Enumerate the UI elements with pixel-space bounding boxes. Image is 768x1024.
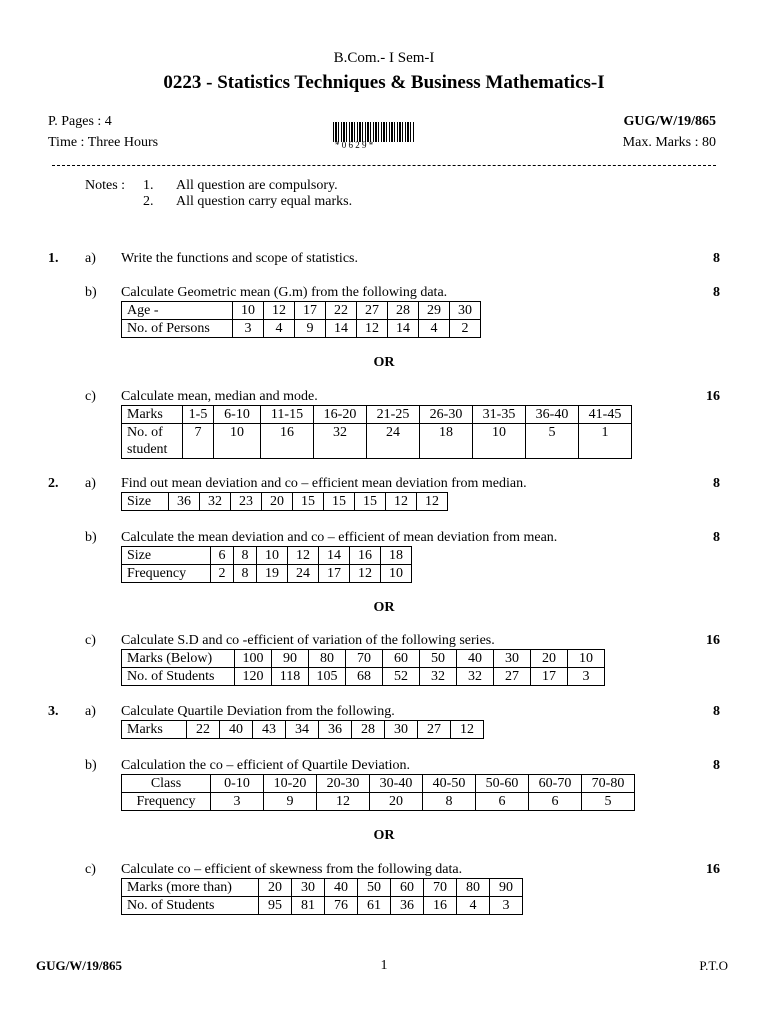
table-cell: 16	[350, 547, 381, 565]
table-cell: 32	[457, 668, 494, 686]
table-cell: Class	[122, 775, 211, 793]
barcode-number: * 0 6 2 9 *	[335, 140, 374, 150]
table-cell: 118	[272, 668, 309, 686]
table-cell: 2	[450, 320, 481, 338]
table-cell: 16	[424, 897, 457, 915]
table-cell: 30	[292, 879, 325, 897]
question-marks: 8	[713, 285, 720, 300]
table-cell: 4	[264, 320, 295, 338]
table-cell: 61	[358, 897, 391, 915]
table-cell: 27	[494, 668, 531, 686]
table-cell: 11-15	[261, 406, 314, 424]
header-divider	[52, 165, 716, 166]
table-cell: 40	[457, 650, 494, 668]
table-cell: 14	[319, 547, 350, 565]
table-cell: 12	[451, 721, 484, 739]
table-cell: 10	[568, 650, 605, 668]
marks-students-table	[121, 405, 632, 459]
or-separator: OR	[373, 828, 395, 843]
table-cell: Frequency	[122, 565, 211, 583]
table-cell: 50-60	[476, 775, 529, 793]
table-cell: 1	[579, 424, 632, 459]
question-text: Calculate S.D and co -efficient of variation of the following series.	[121, 633, 495, 648]
table-cell: 28	[388, 302, 419, 320]
table-cell: 3	[233, 320, 264, 338]
table-cell: 9	[295, 320, 326, 338]
table-cell: 17	[319, 565, 350, 583]
table-cell: 6	[529, 793, 582, 811]
table-cell: 12	[357, 320, 388, 338]
table-cell: 14	[388, 320, 419, 338]
question-number: 2.	[48, 476, 59, 491]
table-cell: 22	[187, 721, 220, 739]
barcode-image	[333, 122, 415, 142]
note-text: All question carry equal marks.	[176, 194, 353, 209]
table-cell: 60-70	[529, 775, 582, 793]
table-cell: 43	[253, 721, 286, 739]
pto-label: P.T.O	[699, 958, 728, 973]
table-cell: 20	[262, 493, 293, 511]
table-cell: 36	[391, 897, 424, 915]
table-cell: 24	[288, 565, 319, 583]
question-marks: 16	[706, 389, 720, 404]
table-cell: 16-20	[314, 406, 367, 424]
table-cell: 8	[234, 565, 257, 583]
table-cell: 95	[259, 897, 292, 915]
table-cell: 21-25	[367, 406, 420, 424]
question-text: Calculate Quartile Deviation from the following.	[121, 704, 395, 719]
table-cell: 1-5	[183, 406, 214, 424]
table-cell: 60	[391, 879, 424, 897]
table-cell: Marks	[122, 721, 187, 739]
table-cell: 8	[423, 793, 476, 811]
table-cell: 31-35	[473, 406, 526, 424]
table-cell: 15	[324, 493, 355, 511]
quartile-marks-table	[121, 720, 484, 739]
table-cell: 50	[358, 879, 391, 897]
table-cell: Size	[122, 493, 169, 511]
note-number: 1.	[143, 178, 154, 193]
table-cell: No. of student	[122, 424, 183, 459]
table-cell: 27	[357, 302, 388, 320]
table-cell: 7	[183, 424, 214, 459]
question-marks: 8	[713, 251, 720, 266]
question-part: c)	[85, 389, 96, 404]
or-separator: OR	[373, 600, 395, 615]
table-cell: 100	[235, 650, 272, 668]
note-number: 2.	[143, 194, 154, 209]
table-cell: 30-40	[370, 775, 423, 793]
table-cell: 12	[386, 493, 417, 511]
table-cell: 68	[346, 668, 383, 686]
table-cell: 52	[383, 668, 420, 686]
table-cell: 20-30	[317, 775, 370, 793]
table-cell: 90	[490, 879, 523, 897]
table-cell: No. of Students	[122, 897, 259, 915]
table-cell: 28	[352, 721, 385, 739]
question-part: b)	[85, 285, 97, 300]
table-cell: 70-80	[582, 775, 635, 793]
table-cell: 2	[211, 565, 234, 583]
question-text: Find out mean deviation and co – efficient mean deviation from median.	[121, 476, 527, 491]
table-cell: 29	[419, 302, 450, 320]
marks-below-table	[121, 649, 605, 686]
table-cell: Size	[122, 547, 211, 565]
table-cell: 10	[381, 565, 412, 583]
question-text: Calculate mean, median and mode.	[121, 389, 318, 404]
page-count: P. Pages : 4	[48, 114, 112, 129]
question-marks: 8	[713, 704, 720, 719]
question-part: b)	[85, 758, 97, 773]
table-cell: 120	[235, 668, 272, 686]
size-frequency-table	[121, 546, 412, 583]
table-cell: 32	[314, 424, 367, 459]
table-cell: 8	[234, 547, 257, 565]
paper-title: 0223 - Statistics Techniques & Business Mathematics-I	[163, 72, 605, 93]
table-cell: 20	[370, 793, 423, 811]
table-cell: 10	[257, 547, 288, 565]
question-marks: 16	[706, 633, 720, 648]
table-cell: 9	[264, 793, 317, 811]
footer-code: GUG/W/19/865	[36, 958, 122, 973]
notes-label: Notes :	[85, 178, 126, 193]
question-text: Calculate co – efficient of skewness from the following data.	[121, 862, 463, 877]
question-part: b)	[85, 530, 97, 545]
table-cell: 27	[418, 721, 451, 739]
table-cell: 105	[309, 668, 346, 686]
age-persons-table	[121, 301, 481, 338]
table-cell: 6	[211, 547, 234, 565]
table-cell: 6-10	[214, 406, 261, 424]
table-cell: 41-45	[579, 406, 632, 424]
table-cell: 70	[346, 650, 383, 668]
max-marks: Max. Marks : 80	[622, 135, 716, 150]
table-cell: Age -	[122, 302, 233, 320]
table-cell: 30	[385, 721, 418, 739]
table-cell: 26-30	[420, 406, 473, 424]
question-part: c)	[85, 633, 96, 648]
table-cell: 24	[367, 424, 420, 459]
table-cell: 36	[319, 721, 352, 739]
table-cell: 76	[325, 897, 358, 915]
table-cell: 3	[211, 793, 264, 811]
table-cell: Frequency	[122, 793, 211, 811]
table-cell: 22	[326, 302, 357, 320]
table-cell: 5	[582, 793, 635, 811]
question-number: 1.	[48, 251, 59, 266]
table-cell: 15	[293, 493, 324, 511]
table-cell: Marks	[122, 406, 183, 424]
table-cell: 18	[420, 424, 473, 459]
question-text: Calculate the mean deviation and co – efficient of mean deviation from mean.	[121, 530, 558, 545]
table-cell: 32	[200, 493, 231, 511]
note-text: All question are compulsory.	[176, 178, 338, 193]
table-cell: 10	[214, 424, 261, 459]
question-marks: 8	[713, 476, 720, 491]
table-cell: 23	[231, 493, 262, 511]
table-cell: No. of Persons	[122, 320, 233, 338]
question-part: c)	[85, 862, 96, 877]
course-name: B.Com.- I Sem-I	[333, 50, 435, 66]
question-marks: 16	[706, 862, 720, 877]
table-cell: 32	[420, 668, 457, 686]
or-separator: OR	[373, 355, 395, 370]
question-text: Calculate Geometric mean (G.m) from the following data.	[121, 285, 448, 300]
table-cell: Marks (more than)	[122, 879, 259, 897]
table-cell: 12	[350, 565, 381, 583]
question-part: a)	[85, 476, 96, 491]
table-cell: 3	[490, 897, 523, 915]
page-number: 1	[380, 958, 388, 973]
size-table	[121, 492, 448, 511]
table-cell: 10	[473, 424, 526, 459]
table-cell: 4	[419, 320, 450, 338]
table-cell: 10	[233, 302, 264, 320]
question-part: a)	[85, 704, 96, 719]
table-cell: 15	[355, 493, 386, 511]
table-cell: 19	[257, 565, 288, 583]
class-frequency-table	[121, 774, 635, 811]
table-cell: 12	[264, 302, 295, 320]
table-cell: 80	[457, 879, 490, 897]
table-cell: 90	[272, 650, 309, 668]
table-cell: 50	[420, 650, 457, 668]
question-marks: 8	[713, 530, 720, 545]
table-cell: 40	[325, 879, 358, 897]
exam-duration: Time : Three Hours	[48, 135, 159, 150]
table-cell: 20	[531, 650, 568, 668]
table-cell: 0-10	[211, 775, 264, 793]
table-cell: 40	[220, 721, 253, 739]
table-cell: 12	[417, 493, 448, 511]
table-cell: 81	[292, 897, 325, 915]
table-cell: 60	[383, 650, 420, 668]
marks-more-than-table	[121, 878, 523, 915]
table-cell: 14	[326, 320, 357, 338]
paper-code: GUG/W/19/865	[623, 114, 716, 129]
table-cell: 16	[261, 424, 314, 459]
table-cell: No. of Students	[122, 668, 235, 686]
question-part: a)	[85, 251, 96, 266]
table-cell: 80	[309, 650, 346, 668]
table-cell: 18	[381, 547, 412, 565]
table-cell: 36	[169, 493, 200, 511]
table-cell: 6	[476, 793, 529, 811]
question-marks: 8	[713, 758, 720, 773]
table-cell: Marks (Below)	[122, 650, 235, 668]
table-cell: 30	[450, 302, 481, 320]
table-cell: 17	[531, 668, 568, 686]
table-cell: 12	[288, 547, 319, 565]
table-cell: 40-50	[423, 775, 476, 793]
table-cell: 5	[526, 424, 579, 459]
table-cell: 36-40	[526, 406, 579, 424]
table-cell: 4	[457, 897, 490, 915]
table-cell: 17	[295, 302, 326, 320]
question-number: 3.	[48, 704, 59, 719]
table-cell: 20	[259, 879, 292, 897]
table-cell: 30	[494, 650, 531, 668]
question-text: Write the functions and scope of statistics.	[121, 251, 358, 266]
table-cell: 3	[568, 668, 605, 686]
table-cell: 12	[317, 793, 370, 811]
table-cell: 10-20	[264, 775, 317, 793]
table-cell: 70	[424, 879, 457, 897]
table-cell: 34	[286, 721, 319, 739]
question-text: Calculation the co – efficient of Quartile Deviation.	[121, 758, 410, 773]
